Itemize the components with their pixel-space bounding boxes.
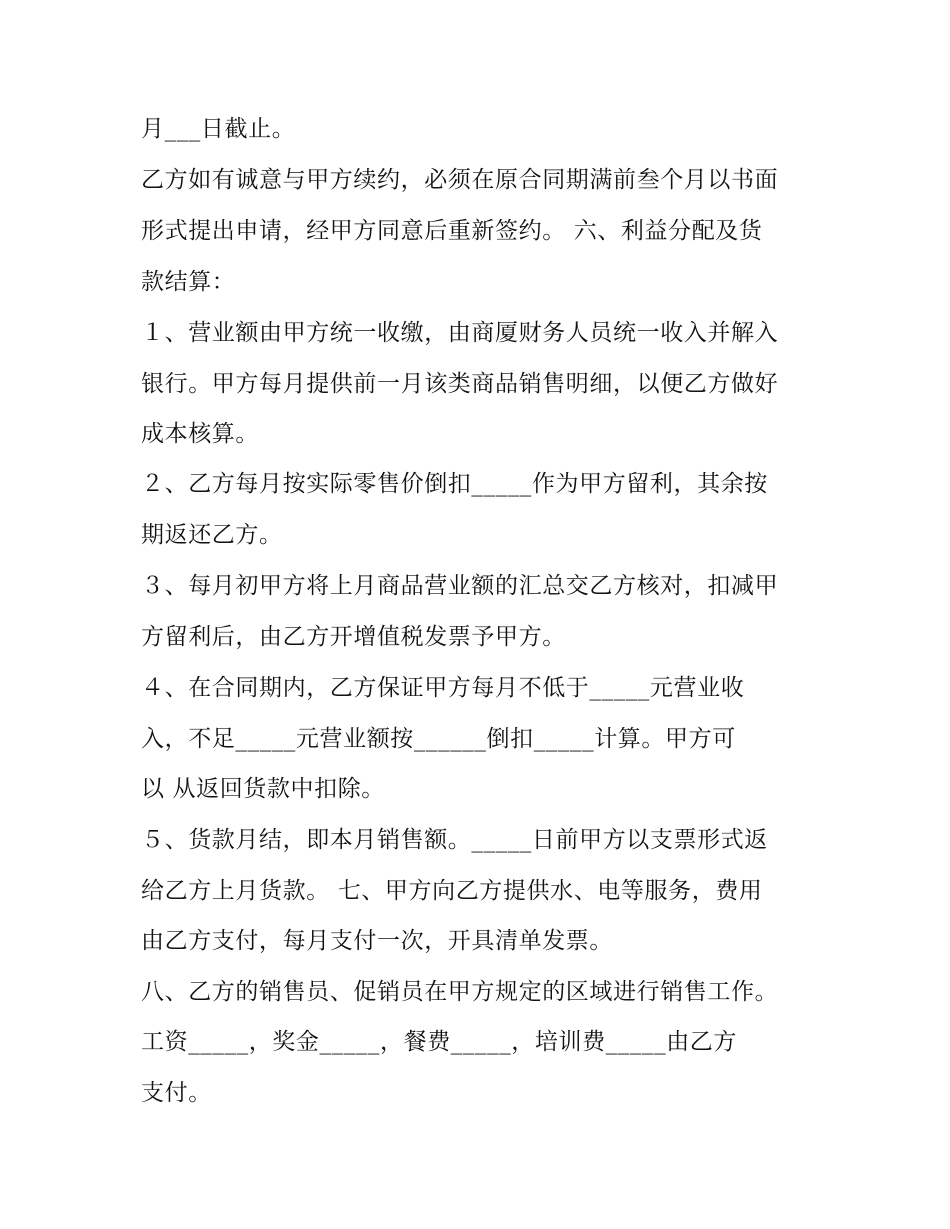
- text-line: 入，不足_____元营业额按______倒扣_____计算。甲方可: [141, 726, 736, 752]
- text-line: 银行。甲方每月提供前一月该类商品销售明细，以便乙方做好: [141, 371, 779, 397]
- text-line: 成本核算。: [141, 421, 259, 447]
- text-line: 八、乙方的销售员、促销员在甲方规定的区域进行销售工作。: [141, 979, 779, 1005]
- text-line: 款结算：: [141, 269, 236, 295]
- text-line: ４、在合同期内，乙方保证甲方每月不低于_____元营业收: [141, 675, 745, 701]
- text-line: 乙方如有诚意与甲方续约，必须在原合同期满前叁个月以书面: [141, 167, 779, 193]
- text-line: 期返还乙方。: [141, 522, 283, 548]
- text-line: ３、每月初甲方将上月商品营业额的汇总交乙方核对，扣减甲: [141, 573, 779, 599]
- text-line: １、营业额由甲方统一收缴，由商厦财务人员统一收入并解入: [141, 320, 779, 346]
- text-line: 支付。: [141, 1080, 212, 1106]
- text-line: ５、货款月结，即本月销售额。_____日前甲方以支票形式返: [141, 827, 768, 853]
- text-line: 形式提出申请，经甲方同意后重新签约。 六、利益分配及货: [141, 218, 763, 244]
- text-line: ２、乙方每月按实际零售价倒扣_____作为甲方留利，其余按: [141, 471, 768, 497]
- text-line: 方留利后，由乙方开增值税发票予甲方。: [141, 624, 566, 650]
- text-line: 以 从返回货款中扣除。: [141, 776, 385, 802]
- text-line: 给乙方上月货款。 七、甲方向乙方提供水、电等服务，费用: [141, 878, 763, 904]
- text-line: 由乙方支付，每月支付一次，开具清单发票。: [141, 928, 613, 954]
- text-line: 工资_____，奖金_____，餐费_____，培训费_____由乙方: [141, 1029, 737, 1055]
- text-line: 月___日截止。: [141, 116, 296, 142]
